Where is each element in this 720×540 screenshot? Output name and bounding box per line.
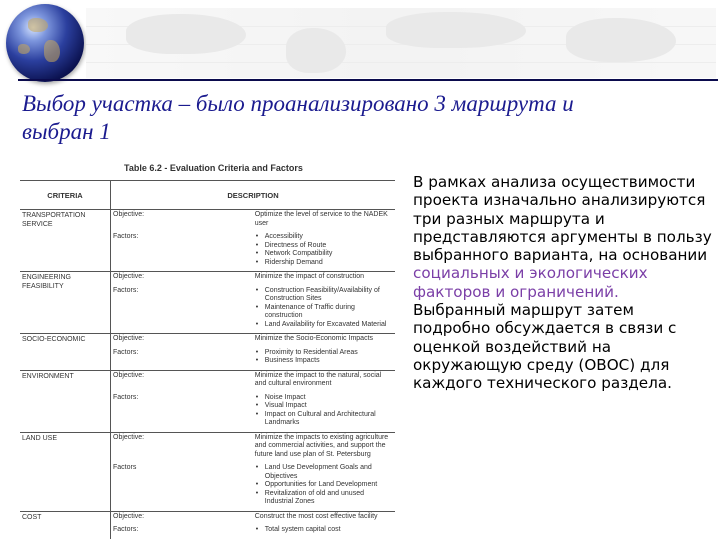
- objective-text: Minimize the Socio-Economic Impacts: [253, 334, 395, 345]
- header-criteria: CRITERIA: [20, 181, 111, 210]
- objective-text: Construct the most cost effective facility: [253, 511, 395, 522]
- factor-list: [255, 464, 393, 507]
- objective-label: Objective:: [111, 210, 253, 230]
- factor-item: • Maintenance of Traffic during construction: [265, 304, 393, 321]
- factors-label: Factors:: [113, 526, 139, 533]
- factor-item: • Visual Impact: [265, 402, 393, 411]
- body-text-highlight: социальных и экологических факторов и ограничений.: [413, 264, 648, 301]
- objective-label: Objective:: [111, 272, 253, 283]
- factor-item: • Accessibility: [265, 233, 393, 242]
- table-row: [20, 334, 395, 345]
- criteria-cell: LAND USE: [20, 432, 111, 511]
- table-row: [20, 432, 395, 460]
- factor-item: • Business Impacts: [265, 357, 393, 366]
- table-row: [20, 511, 395, 522]
- factor-item: • Opportunities for Land Development: [265, 481, 393, 490]
- factor-list: [255, 233, 393, 267]
- factor-item: • Revitalization of old and unused Industrial Zones: [265, 490, 393, 507]
- table-row: [20, 370, 395, 390]
- objective-label: Objective:: [111, 334, 253, 345]
- factor-list: [255, 526, 393, 535]
- factors-label: Factors:: [113, 393, 139, 401]
- objective-text: Minimize the impact of construction: [253, 272, 395, 283]
- objective-text: Optimize the level of service to the NADEK user: [253, 210, 395, 230]
- table-caption: Table 6.2 - Evaluation Criteria and Factors: [124, 163, 303, 173]
- criteria-cell: SOCIO-ECONOMIC: [20, 334, 111, 371]
- factor-list: [255, 287, 393, 330]
- slide-body-text: [413, 173, 713, 393]
- objective-label: Objective:: [111, 370, 253, 390]
- criteria-cell: COST: [20, 511, 111, 539]
- criteria-cell: ENVIRONMENT: [20, 370, 111, 432]
- objective-label: Objective:: [111, 432, 253, 460]
- factor-item: • Proximity to Residential Areas: [265, 349, 393, 358]
- objective-text: Minimize the impact to the natural, social and cultural environment: [253, 370, 395, 390]
- title-rule: [18, 79, 718, 81]
- factor-item: • Land Availability for Excavated Material: [265, 321, 393, 330]
- objective-label: Objective:: [111, 511, 253, 522]
- factors-label: Factors: [113, 464, 137, 471]
- slide-title: Выбор участка – было проанализировано 3 маршрута и выбран 1: [22, 91, 574, 144]
- globe-logo: [6, 4, 84, 82]
- body-text-part2: Выбранный маршрут затем подробно обсуждается в связи с оценкой воздействий на окружающую среду (ОВОС) для каждого технического раздела.: [413, 301, 677, 393]
- criteria-cell: TRANSPORTATION SERVICE: [20, 210, 111, 272]
- factor-item: • Directness of Route: [265, 242, 393, 251]
- body-text-part1: В рамках анализа осуществимости проекта изначально анализируются три разных маршрута и представляются аргументы в пользу выбранного варианта, на основании: [413, 173, 712, 265]
- table-row: [20, 272, 395, 283]
- factors-label: Factors:: [113, 286, 139, 294]
- factor-item: • Land Use Development Goals and Objectives: [265, 464, 393, 481]
- world-map-banner: [86, 8, 716, 78]
- evaluation-criteria-table: [20, 180, 395, 535]
- header-description: DESCRIPTION: [111, 181, 396, 210]
- factor-item: • Ridership Demand: [265, 259, 393, 268]
- factor-list: [255, 394, 393, 428]
- factor-item: • Network Compatibility: [265, 250, 393, 259]
- factors-label: Factors:: [113, 233, 139, 240]
- factor-item: • Total system capital cost: [265, 526, 393, 535]
- criteria-cell: ENGINEERING FEASIBILITY: [20, 272, 111, 334]
- factor-list: [255, 349, 393, 366]
- factor-item: • Noise Impact: [265, 394, 393, 403]
- factor-item: • Impact on Cultural and Architectural Landmarks: [265, 411, 393, 428]
- table-row: [20, 210, 395, 230]
- factor-item: • Construction Feasibility/Availability of Construction Sites: [265, 287, 393, 304]
- objective-text: Minimize the impacts to existing agriculture and commercial activities, and support the future land use plan of St. Petersburg: [253, 432, 395, 460]
- factors-label: Factors:: [113, 348, 139, 356]
